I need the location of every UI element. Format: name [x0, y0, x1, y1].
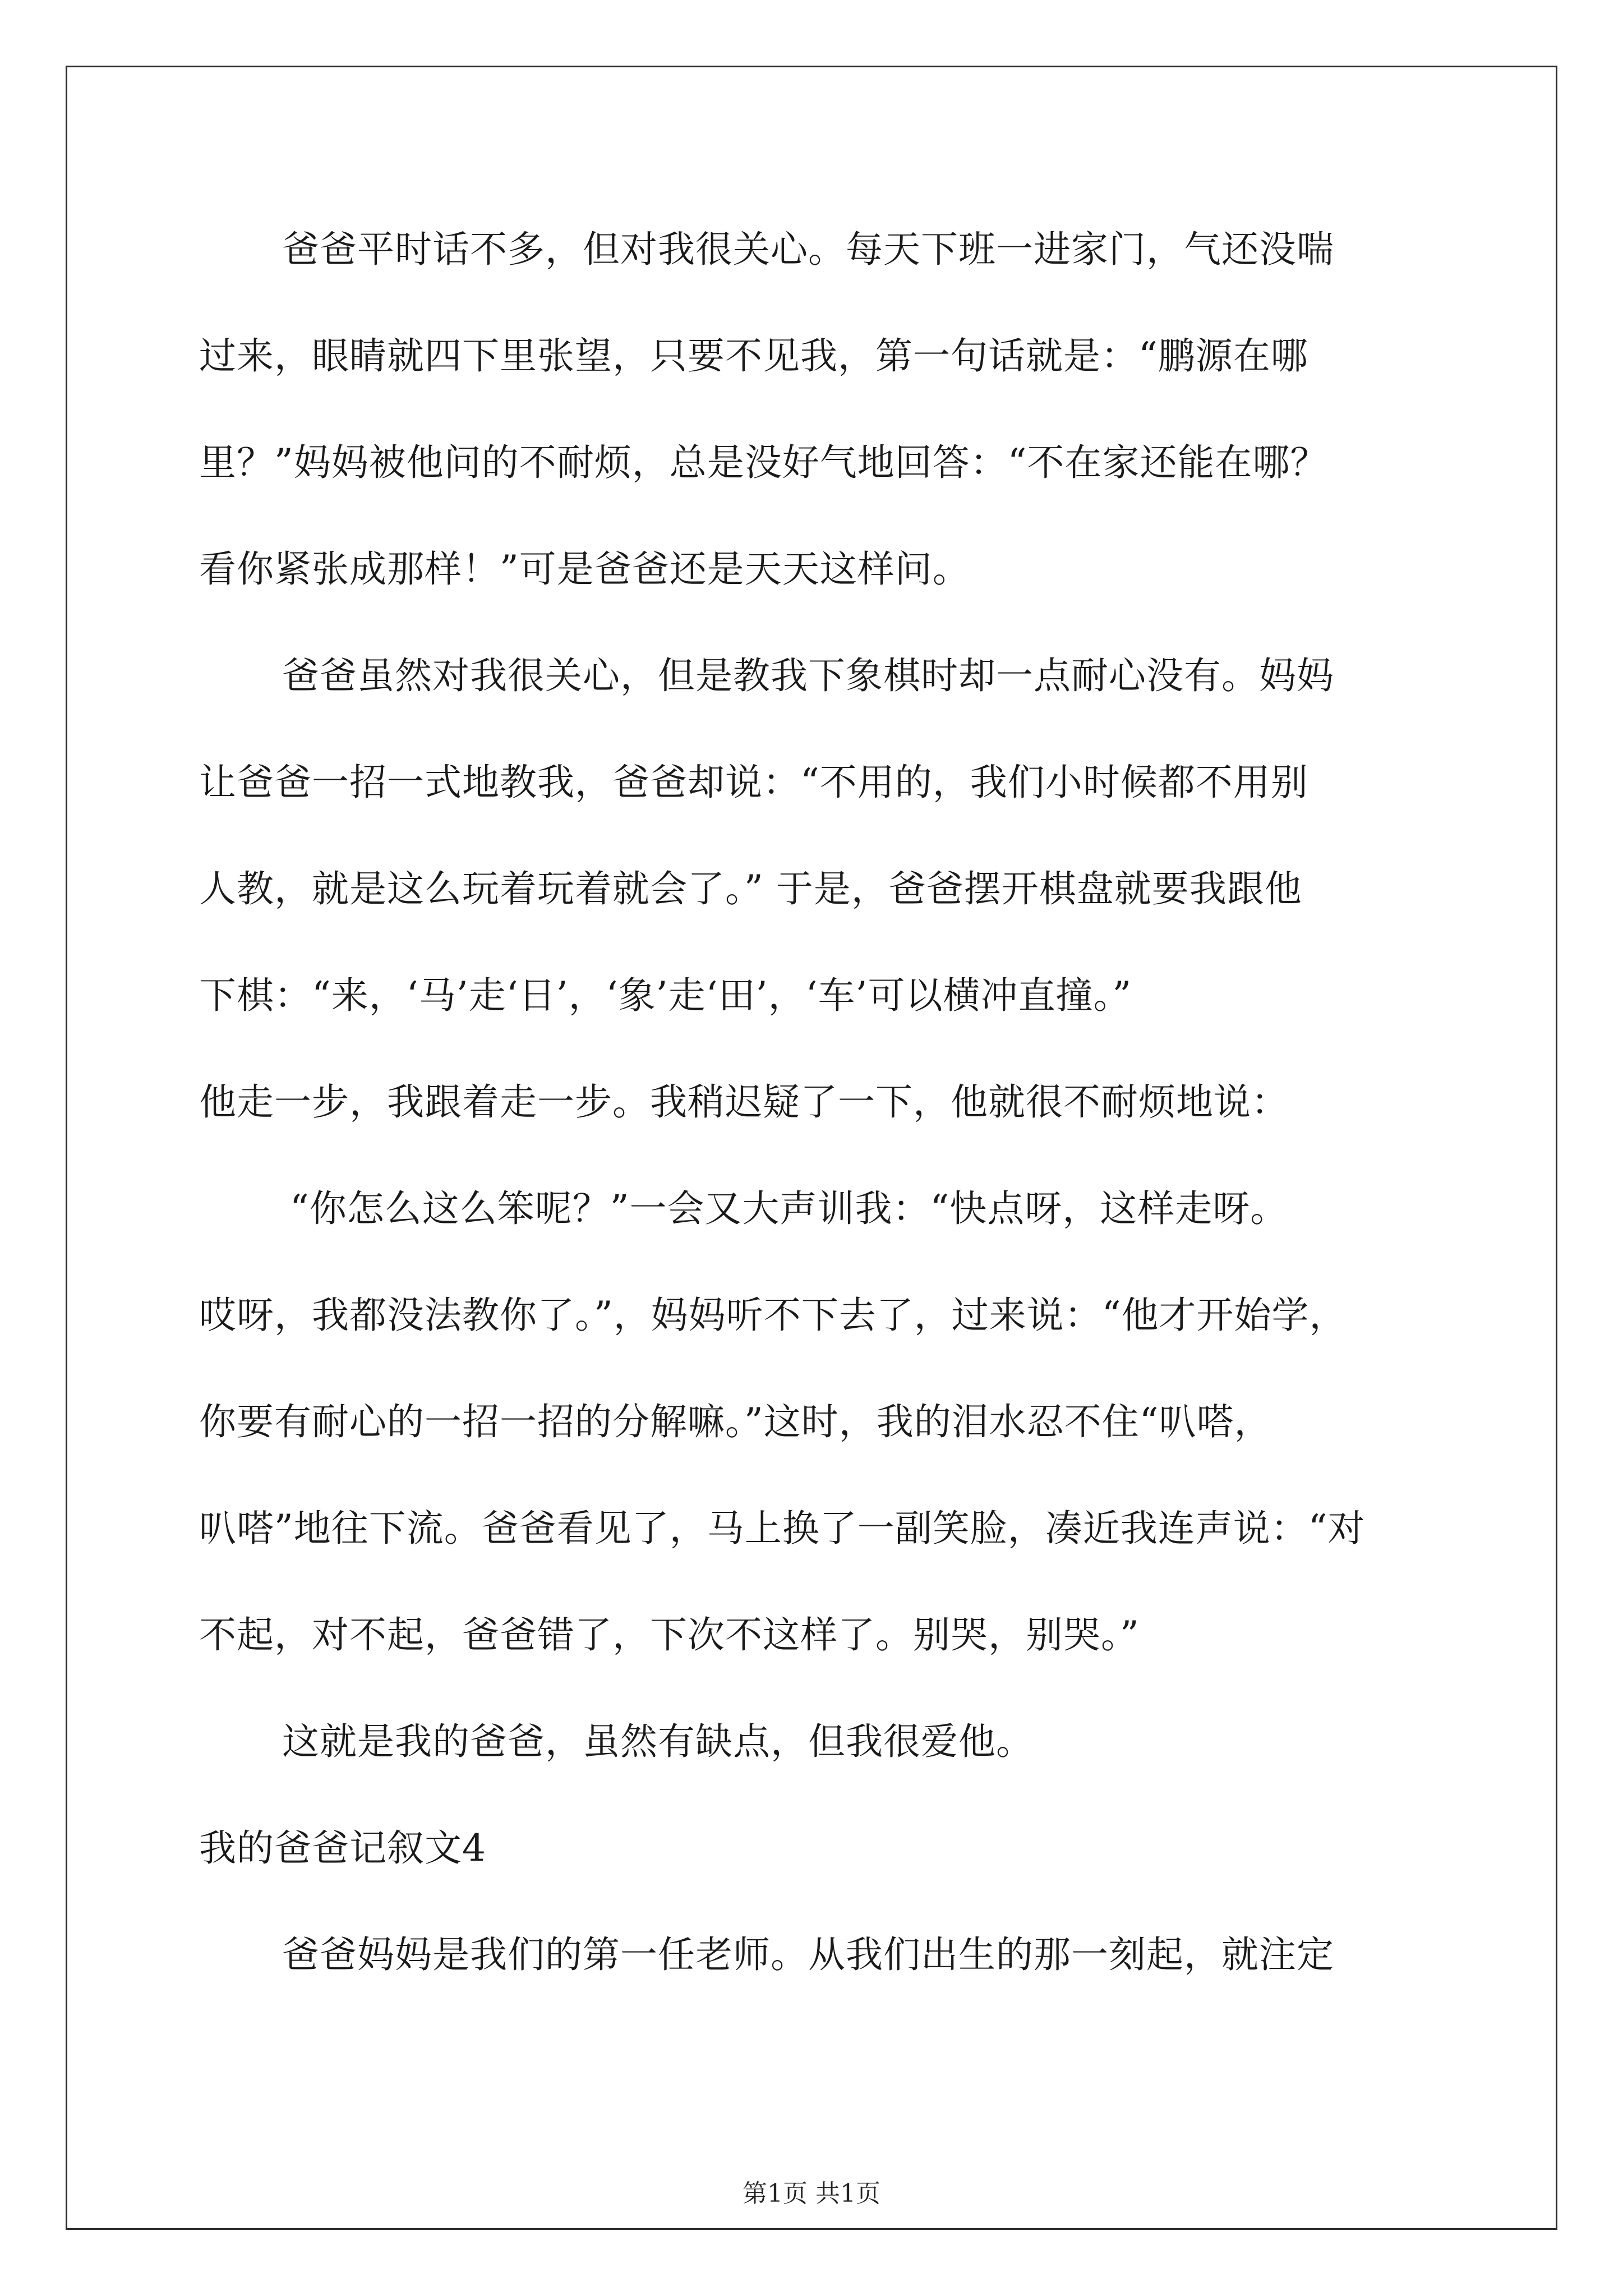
- paragraph-line: 叭嗒”地往下流。爸爸看见了，马上换了一副笑脸，凑近我连声说：“对: [199, 1507, 1366, 1550]
- paragraph-line: 不起，对不起，爸爸错了，下次不这样了。别哭，别哭。”: [199, 1613, 1140, 1657]
- page-footer: 第1页 共1页: [743, 2179, 880, 2208]
- paragraph-line: 让爸爸一招一式地教我，爸爸却说：“不用的，我们小时候都不用别: [199, 761, 1308, 804]
- paragraph-line: 人教，就是这么玩着玩着就会了。” 于是，爸爸摆开棋盘就要我跟他: [199, 867, 1302, 910]
- paragraph-line: 爸爸妈妈是我们的第一任老师。从我们出生的那一刻起，就注定: [282, 1933, 1334, 1976]
- paragraph-line: 过来，眼睛就四下里张望，只要不见我，第一句话就是：“鹏源在哪: [199, 334, 1308, 378]
- paragraph-line: 哎呀，我都没法教你了。”，妈妈听不下去了，过来说：“他才开始学，: [199, 1294, 1347, 1337]
- paragraph-line: 里？”妈妈被他问的不耐烦，总是没好气地回答：“不在家还能在哪？: [199, 441, 1328, 484]
- section-title: 我的爸爸记叙文4: [199, 1826, 486, 1870]
- page-border: [66, 66, 1557, 2230]
- paragraph-line: 爸爸虽然对我很关心，但是教我下象棋时却一点耐心没有。妈妈: [282, 654, 1334, 697]
- paragraph-line: 你要有耐心的一招一招的分解嘛。”这时，我的泪水忍不住“叭嗒，: [199, 1400, 1272, 1443]
- paragraph-line: 他走一步，我跟着走一步。我稍迟疑了一下，他就很不耐烦地说：: [199, 1080, 1289, 1124]
- paragraph-line: 看你紧张成那样！”可是爸爸还是天天这样问。: [199, 547, 970, 591]
- paragraph-line: “你怎么这么笨呢？”一会又大声训我：“快点呀，这样走呀。: [290, 1187, 1288, 1230]
- paragraph-line: 下棋：“来，‘马’走‘日’，‘象’走‘田’，‘车’可以横冲直撞。”: [199, 974, 1132, 1017]
- paragraph-line: 爸爸平时话不多，但对我很关心。每天下班一进家门，气还没喘: [282, 228, 1334, 271]
- paragraph-line: 这就是我的爸爸，虽然有缺点，但我很爱他。: [282, 1720, 1034, 1763]
